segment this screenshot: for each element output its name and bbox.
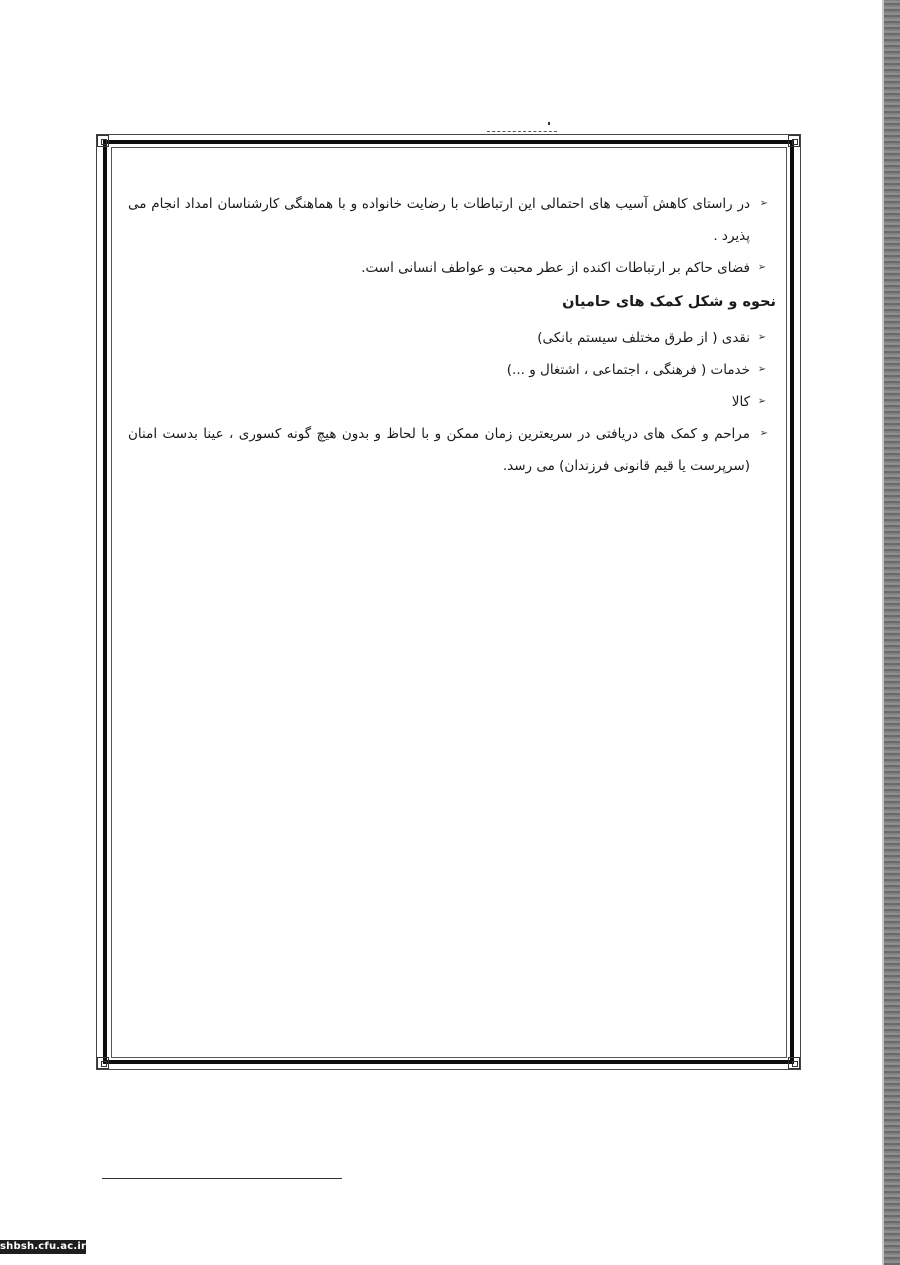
top-dash-mark — [487, 131, 557, 132]
list-item — [128, 386, 768, 418]
section-heading: نحوه و شکل کمک های حامیان — [562, 294, 776, 310]
list-item-text: در راستای کاهش آسیب های احتمالی این ارتباطات با رضایت خانواده و با هماهنگی کارشناسان امداد انجام می پذیرد . — [128, 196, 750, 244]
bullet-arrow-icon: ➢ — [759, 428, 768, 439]
frame-corner-ornament — [788, 135, 800, 147]
list-item-text: فضای حاکم بر ارتباطات اکنده از عطر محبت و عواطف انسانی است. — [361, 260, 750, 276]
frame-corner-ornament — [788, 1057, 800, 1069]
list-item — [128, 188, 768, 252]
site-watermark: shbsh.cfu.ac.ir — [0, 1241, 87, 1252]
frame-corner-ornament — [97, 1057, 109, 1069]
list-item-text: کالا — [731, 394, 750, 410]
footnote-separator — [102, 1178, 342, 1179]
list-item — [128, 418, 768, 482]
scan-edge-line — [882, 0, 884, 1265]
bullet-arrow-icon: ➢ — [759, 198, 768, 209]
top-dot-mark — [548, 122, 550, 125]
frame-corner-ornament — [97, 135, 109, 147]
bullet-arrow-icon: ➢ — [757, 364, 767, 375]
bullet-arrow-icon: ➢ — [757, 332, 767, 343]
list-item-text: نقدی ( از طرق مختلف سیستم بانکی) — [537, 330, 750, 346]
list-item — [128, 252, 768, 284]
list-item — [128, 322, 768, 354]
bullet-arrow-icon: ➢ — [757, 262, 767, 273]
bullet-arrow-icon: ➢ — [757, 396, 767, 407]
scan-edge — [884, 0, 900, 1265]
list-item-text: خدمات ( فرهنگی ، اجتماعی ، اشتغال و ...) — [506, 362, 750, 378]
list-item — [128, 354, 768, 386]
list-item-text: مراحم و کمک های دریافتی در سریعترین زمان ممکن و با لحاظ و بدون هیچ گونه کسوری ، عینا بدست امنان (سرپرست یا قیم قانونی فرزندان) می رسد. — [128, 426, 750, 474]
document-body — [128, 188, 776, 482]
